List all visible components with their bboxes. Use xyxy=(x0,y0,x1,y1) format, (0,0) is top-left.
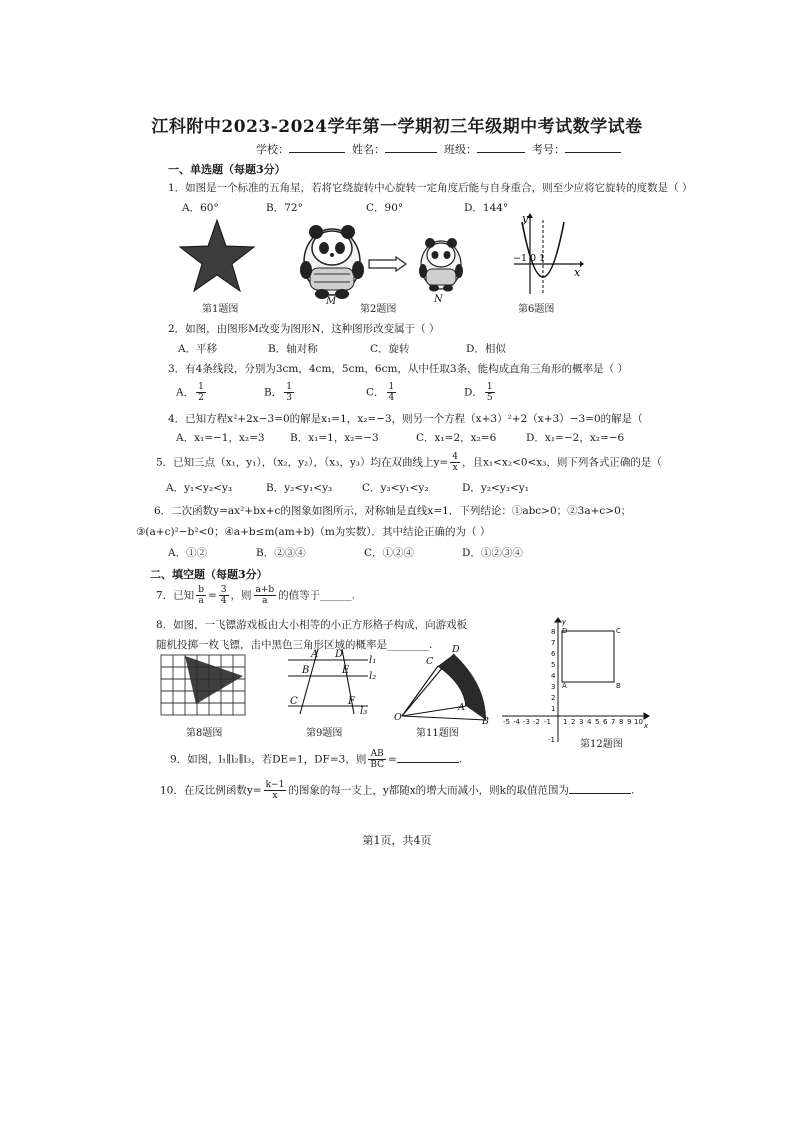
fig12-ytick-4: 4 xyxy=(551,672,556,680)
question-1: 1．如图是一个标准的五角星，若将它绕旋转中心旋转一定角度后能与自身重合，则至少应将它旋转的度数是（ ） xyxy=(168,182,693,194)
fig12-point-d: D xyxy=(562,627,568,635)
q3-option-d: D． $\frac{1}{5}$ xyxy=(464,382,493,403)
fig9-label-l3: l₃ xyxy=(360,706,368,717)
fig9-label-b: B xyxy=(302,665,310,676)
fig9-label-l2: l₂ xyxy=(369,671,377,682)
q2-option-b: B．轴对称 xyxy=(268,343,318,355)
question-4: 4．已知方程x²+2x−3=0的解是x₁=1，x₂=−3，则另一个方程（x+3）²+2（x+3）−3=0的解是（ xyxy=(168,413,643,425)
fig12-xtick-10: 10 xyxy=(634,718,643,726)
fig9-label-l1: l₁ xyxy=(369,655,377,666)
fig12-x-axis-label: x xyxy=(644,722,649,730)
question-2: 2．如图，由图形M改变为图形N，这种图形改变属于（ ） xyxy=(168,323,440,335)
q3-option-a: A． $\frac{1}{2}$ xyxy=(176,382,204,403)
label-m: M xyxy=(326,296,337,307)
q2-option-c: C．旋转 xyxy=(370,343,410,355)
fig6-ticks: −1 0 1 xyxy=(513,253,546,264)
q5-option-b: B．y₂<y₁<y₃ xyxy=(266,482,333,494)
fig9-label-d: D xyxy=(335,649,344,660)
q5-option-d: D．y₂<y₃<y₁ xyxy=(462,482,529,494)
exam-no-blank xyxy=(565,142,621,153)
page-footer: 第1页，共4页 xyxy=(362,834,432,847)
q1-option-a: A．60° xyxy=(182,202,219,214)
fig12-xtick-9: 9 xyxy=(627,718,632,726)
q4-option-b: B．x₁=1，x₂=−3 xyxy=(290,432,379,444)
student-info-line xyxy=(256,141,621,157)
fig12-xtick-m3: -3 xyxy=(523,718,530,726)
fig12-ytick-7: 7 xyxy=(551,639,556,647)
fig11-label-d: D xyxy=(452,644,460,655)
coordinate-plane-figure xyxy=(500,618,650,748)
q10-answer-blank[interactable] xyxy=(569,783,631,794)
fig6-x-label: x xyxy=(574,266,581,279)
fig12-xtick-4: 4 xyxy=(587,718,592,726)
question-5: 5．已知三点（x₁，y₁），（x₂，y₂），（x₃，y₃）均在双曲线上y= $\frac{4}{x}$ ，且x₁<x₂<0<x₃，则下列各式正确的是（ xyxy=(156,452,662,473)
caption-fig1: 第1题图 xyxy=(202,304,239,315)
fig12-y-axis-label: y xyxy=(562,618,567,626)
q1-option-d: D．144° xyxy=(464,202,509,214)
fig9-label-c: C xyxy=(290,696,298,707)
section-1-heading: 一、单选题（每题3分） xyxy=(168,163,286,176)
q4-option-d: D．x₁=−2，x₂=−6 xyxy=(526,432,625,444)
q9-answer-blank[interactable] xyxy=(397,752,459,763)
q6-option-c: C．①②④ xyxy=(364,547,415,559)
fig12-point-a: A xyxy=(562,682,567,690)
caption-fig6: 第6题图 xyxy=(518,304,555,315)
fig9-label-e: E xyxy=(342,665,350,676)
question-6-line1: 6．二次函数y=ax²+bx+c的图象如图所示，对称轴是直线x=1．下列结论：①abc>0；②3a+c>0； xyxy=(154,505,632,517)
fig12-ytick-8: 8 xyxy=(551,628,556,636)
exam-title: 江科附中2023-2024学年第一学期初三年级期中考试数学试卷 xyxy=(151,117,643,137)
fig9-label-a: A xyxy=(311,649,319,660)
question-8-line1: 8．如图，一飞镖游戏板由大小相等的小正方形格子构成，向游戏板 xyxy=(156,619,468,631)
fig12-ytick-5: 5 xyxy=(551,661,556,669)
section-2-heading: 二、填空题（每题3分） xyxy=(150,568,268,581)
class-label: 班级： xyxy=(444,143,477,156)
q6-option-d: D．①②③④ xyxy=(462,547,523,559)
caption-fig8: 第8题图 xyxy=(186,728,223,739)
dartboard-grid-figure xyxy=(160,654,246,716)
fig12-xtick-6: 6 xyxy=(603,718,608,726)
q4-option-c: C．x₁=2，x₂=6 xyxy=(416,432,497,444)
q1-option-b: B．72° xyxy=(266,202,303,214)
question-3: 3．有4条线段，分别为3cm，4cm，5cm，6cm，从中任取3条，能构成直角三角形的概率是（ ） xyxy=(168,363,628,375)
fig12-xtick-1: 1 xyxy=(563,718,568,726)
school-blank xyxy=(289,142,345,153)
fig12-ytick-3: 3 xyxy=(551,683,556,691)
parallel-lines-figure xyxy=(282,644,382,720)
panda-figure-m xyxy=(296,222,368,300)
q4-option-a: A．x₁=−1，x₂=3 xyxy=(176,432,265,444)
question-8-line2: 随机投掷一枚飞镖，击中黑色三角形区域的概率是________. xyxy=(156,639,433,651)
question-9: 9．如图，l₁∥l₂∥l₃，若DE=1，DF=3，则 $\frac{AB}{BC}$ = . xyxy=(170,749,463,770)
sector-figure xyxy=(394,644,494,727)
question-7: 7．已知 $\frac{b}{a}$ = $\frac{3}{4}$ ，则 $\frac{a+b}{a}$ 的值等于______. xyxy=(156,585,356,606)
parabola-figure xyxy=(512,212,584,296)
question-6-line2: ③(a+c)²−b²<0；④a+b≤m(am+b)（m为实数）．其中结论正确的为（ ） xyxy=(136,526,491,538)
five-pointed-star-figure xyxy=(178,218,256,294)
name-blank xyxy=(385,142,437,153)
exam-no-label: 考号： xyxy=(532,143,565,156)
fig6-y-label: y xyxy=(522,212,529,225)
caption-fig2: 第2题图 xyxy=(360,304,397,315)
fig12-xtick-2: 2 xyxy=(571,718,576,726)
q3-option-b: B． $\frac{1}{3}$ xyxy=(264,382,292,403)
q6-option-a: A．①② xyxy=(168,547,208,559)
fig12-xtick-m1: -1 xyxy=(544,718,551,726)
fig12-ytick-2: 2 xyxy=(551,694,556,702)
fig12-ytick-1: 1 xyxy=(551,705,556,713)
fig11-label-c: C xyxy=(426,656,434,667)
fig12-xtick-m2: -2 xyxy=(533,718,540,726)
fig11-label-o: O xyxy=(394,712,402,723)
q5-option-a: A．y₁<y₂<y₃ xyxy=(166,482,233,494)
fig12-xtick-3: 3 xyxy=(579,718,584,726)
fig12-xtick-7: 7 xyxy=(611,718,616,726)
q1-option-c: C．90° xyxy=(366,202,404,214)
fig12-xtick-m4: -4 xyxy=(513,718,520,726)
caption-fig12: 第12题图 xyxy=(580,739,623,750)
fig12-xtick-5: 5 xyxy=(595,718,600,726)
fig12-neg-label: -1 xyxy=(548,736,555,744)
fig12-point-b: B xyxy=(616,682,621,690)
fig9-label-f: F xyxy=(348,696,355,707)
fig12-xtick-m5: -5 xyxy=(503,718,510,726)
fig11-label-a: A xyxy=(458,702,465,713)
q6-option-b: B．②③④ xyxy=(256,547,306,559)
question-10: 10．在反比例函数y= $\frac{k-1}{x}$ 的图象的每一支上，y都随x的增大而减小，则k的取值范围为 . xyxy=(160,780,635,801)
class-blank xyxy=(477,142,525,153)
fig12-xtick-8: 8 xyxy=(619,718,624,726)
caption-fig9: 第9题图 xyxy=(306,728,343,739)
q3-option-c: C． $\frac{1}{4}$ xyxy=(366,382,395,403)
name-label: 姓名： xyxy=(352,143,385,156)
q2-option-a: A．平移 xyxy=(178,343,218,355)
label-n: N xyxy=(434,294,443,305)
panda-figure-n xyxy=(416,236,466,292)
transform-arrow xyxy=(368,256,408,272)
star-shape xyxy=(180,220,254,291)
fig12-ytick-6: 6 xyxy=(551,650,556,658)
q5-option-c: C．y₃<y₁<y₂ xyxy=(362,482,429,494)
fig11-label-b: B xyxy=(482,716,489,727)
fig12-point-c: C xyxy=(616,627,621,635)
q2-option-d: D．相似 xyxy=(466,343,506,355)
school-label: 学校： xyxy=(256,143,289,156)
caption-fig11: 第11题图 xyxy=(416,728,459,739)
